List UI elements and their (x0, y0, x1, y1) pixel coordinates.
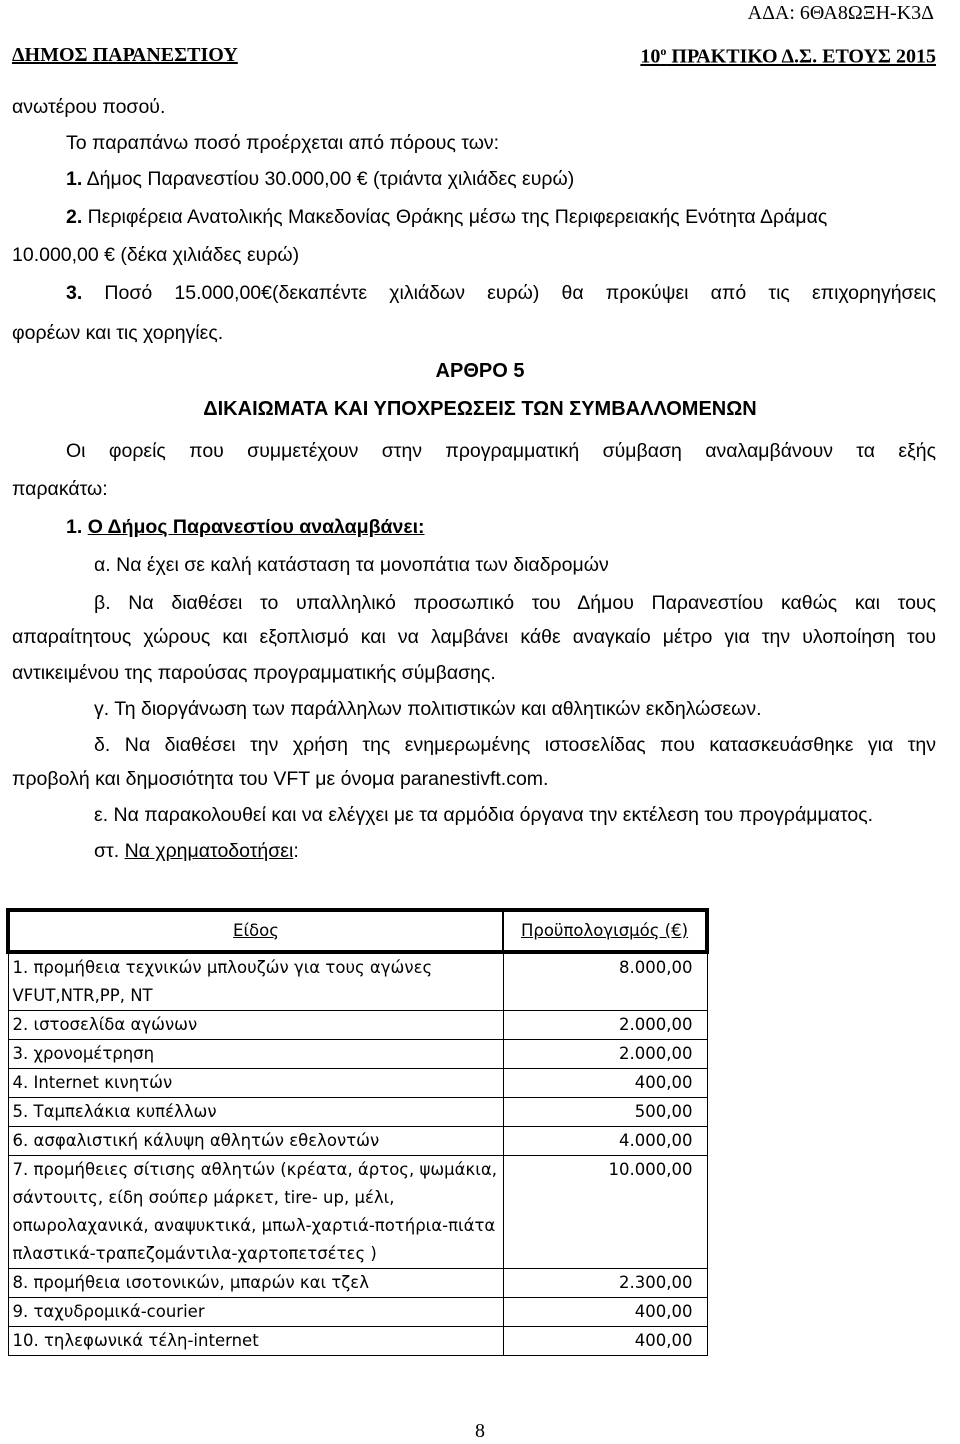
table-row (8, 1069, 707, 1098)
list-number: 2. (66, 206, 83, 228)
table-row (8, 1156, 707, 1269)
list-number: 1. (66, 168, 83, 190)
list-number: 3. (66, 282, 83, 304)
item-cell: 7. προμήθειες σίτισης αθλητών (κρέατα, άρτος, ψωμάκια, σάντουιτς, είδη σούπερ μάρκετ, tire- up, μέλι, οπωρολαχανικά, αναψυκτικά, μπωλ-χαρτιά-ποτήρια-πιάτα πλαστικά-τραπεζομάντιλα-χαρτοπετσέτες ) (8, 1156, 503, 1269)
amount-cell: 400,00 (503, 1298, 707, 1327)
subsection-title: Ο Δήμος Παρανεστίου αναλαμβάνει: (87, 516, 425, 538)
obligation-b: β. Να διαθέσει το υπαλληλικό προσωπικό του Δήμου Παρανεστίου καθώς και τους (94, 592, 936, 614)
article-heading: ΑΡΘΡΟ 5 (435, 360, 525, 382)
table-row (8, 1327, 707, 1356)
list-item (66, 168, 574, 191)
item-cell: 5. Ταμπελάκια κυπέλλων (8, 1098, 503, 1127)
item-cell: 3. χρονομέτρηση (8, 1040, 503, 1069)
obligation-c: γ. Τη διοργάνωση των παράλληλων πολιτιστικών και αθλητικών εκδηλώσεων. (94, 698, 762, 720)
paragraph-line: απαραίτητους χώρους και εξοπλισμό και να λαμβάνει κάθε αναγκαίο μέτρο για την υλοποίηση του (12, 626, 936, 648)
obligation-a: α. Να έχει σε καλή κατάσταση τα μονοπάτια των διαδρομών (94, 554, 609, 576)
subsection-number: 1. (66, 516, 83, 538)
item-cell: 9. ταχυδρομικά-courier (8, 1298, 503, 1327)
minutes-header (640, 44, 936, 69)
table-header-row (8, 910, 707, 952)
st-prefix: στ. (94, 840, 125, 862)
amount-cell: 8.000,00 (503, 952, 707, 1011)
paragraph-line: φορέων και τις χορηγίες. (12, 322, 224, 344)
municipality-header: ΔΗΜΟΣ ΠΑΡΑΝΕΣΤΙΟΥ (12, 44, 238, 66)
table-row (8, 1298, 707, 1327)
paragraph-line: Το παραπάνω ποσό προέρχεται από πόρους των: (66, 132, 500, 154)
amount-cell: 10.000,00 (503, 1156, 707, 1269)
minutes-ordinal: ο (660, 44, 667, 58)
table-row (8, 1098, 707, 1127)
list-text: Δήμος Παρανεστίου 30.000,00 € (τριάντα χιλιάδες ευρώ) (82, 168, 575, 190)
item-cell: 8. προμήθεια ισοτονικών, μπαρών και τζελ (8, 1269, 503, 1298)
st-suffix: : (293, 840, 299, 862)
list-item (66, 206, 827, 229)
paragraph-line: 10.000,00 € (δέκα χιλιάδες ευρώ) (12, 244, 300, 266)
obligation-e: ε. Να παρακολουθεί και να ελέγχει με τα αρμόδια όργανα την εκτέλεση του προγράμματος. (94, 804, 874, 826)
table-row (8, 1011, 707, 1040)
item-cell: 1. προμήθεια τεχνικών μπλουζών για τους αγώνες VFUT,NTR,PP, NT (8, 952, 503, 1011)
item-cell: 10. τηλεφωνικά τέλη-internet (8, 1327, 503, 1356)
paragraph-line: ανωτέρου ποσού. (12, 96, 166, 118)
obligation-d: δ. Να διαθέσει την χρήση της ενημερωμένης ιστοσελίδας που κατασκευάσθηκε για την (94, 734, 936, 756)
paragraph-line: παρακάτω: (12, 478, 108, 500)
item-cell: 2. ιστοσελίδα αγώνων (8, 1011, 503, 1040)
list-item (66, 282, 936, 305)
obligation-st (94, 840, 299, 863)
table-row (8, 1040, 707, 1069)
paragraph-line: προβολή και δημοσιότητα του VFT με όνομα paranestivft.com. (12, 768, 549, 790)
amount-cell: 2.000,00 (503, 1011, 707, 1040)
paragraph-line: Οι φορείς που συμμετέχουν στην προγραμματική σύμβαση αναλαμβάνουν τα εξής (66, 440, 936, 462)
table-row (8, 1269, 707, 1298)
minutes-number: 10 (640, 45, 661, 68)
amount-cell: 400,00 (503, 1069, 707, 1098)
page-number: 8 (475, 1420, 485, 1442)
amount-cell: 2.300,00 (503, 1269, 707, 1298)
ada-code: ΑΔΑ: 6ΘΑ8ΩΞΗ-Κ3Δ (747, 2, 934, 24)
article-title: ΔΙΚΑΙΩΜΑΤΑ ΚΑΙ ΥΠΟΧΡΕΩΣΕΙΣ ΤΩΝ ΣΥΜΒΑΛΛΟΜΕΝΩΝ (203, 398, 757, 420)
amount-cell: 2.000,00 (503, 1040, 707, 1069)
subsection-heading (66, 516, 424, 539)
table-row (8, 952, 707, 1011)
list-text: Περιφέρεια Ανατολικής Μακεδονίας Θράκης μέσω της Περιφερειακής Ενότητα Δράμας (82, 206, 828, 228)
st-label: Να χρηματοδοτήσει (124, 840, 294, 862)
column-header-budget: Προϋπολογισμός (€) (503, 910, 707, 952)
column-header-kind: Είδος (8, 910, 503, 952)
amount-cell: 400,00 (503, 1327, 707, 1356)
amount-cell: 500,00 (503, 1098, 707, 1127)
item-cell: 4. Internet κινητών (8, 1069, 503, 1098)
table-row (8, 1127, 707, 1156)
item-cell: 6. ασφαλιστική κάλυψη αθλητών εθελοντών (8, 1127, 503, 1156)
amount-cell: 4.000,00 (503, 1127, 707, 1156)
list-text: Ποσό 15.000,00€(δεκαπέντε χιλιάδων ευρώ) θα προκύψει από τις επιχορηγήσεις (82, 282, 936, 304)
minutes-title: ΠΡΑΚΤΙΚΟ Δ.Σ. ΕΤΟΥΣ 2015 (666, 45, 936, 68)
paragraph-line: αντικειμένου της παρούσας προγραμματικής σύμβασης. (12, 662, 496, 684)
budget-table (6, 908, 709, 1356)
